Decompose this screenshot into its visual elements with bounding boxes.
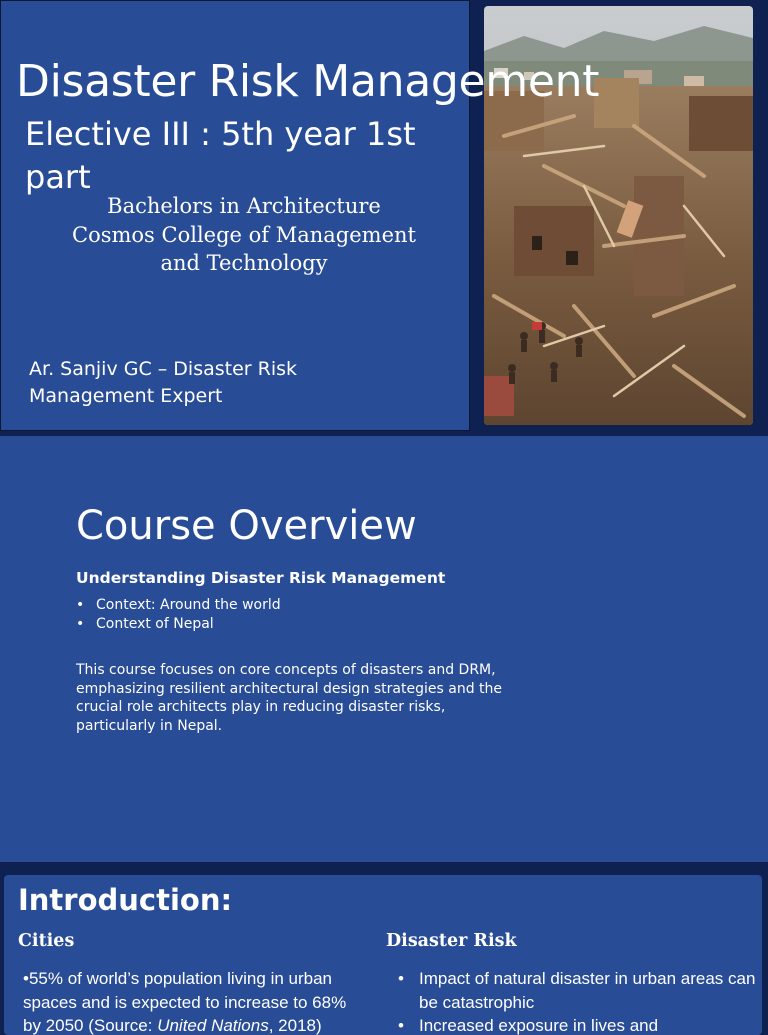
bullet-item: • Increased exposure in lives and [386, 1014, 756, 1035]
institution-line-3: and Technology [160, 251, 328, 275]
author-name: Ar. Sanjiv GC – Disaster Risk Management Expert [29, 358, 298, 407]
institution-block [21, 192, 467, 278]
disaster-risk-heading: Disaster Risk [386, 931, 517, 951]
introduction-slide [4, 875, 762, 1035]
institution-line-2: Cosmos College of Management [72, 222, 416, 247]
bullet-item: • Context of Nepal [76, 615, 281, 634]
course-overview-title: Course Overview [76, 503, 417, 549]
source-name: United Nations [157, 1016, 269, 1035]
disaster-risk-text [386, 967, 756, 1035]
slide-title: Disaster Risk Management [16, 56, 600, 107]
cities-heading: Cities [18, 931, 75, 951]
bullet-item: • Impact of natural disaster in urban areas can be catastrophic [386, 967, 756, 1014]
institution-line-1: Bachelors in Architecture [107, 194, 381, 218]
cities-text-part-1: •55% of world’s population living in urban spaces and is expected to increase to 68% by 2050 (Source: [23, 969, 347, 1035]
overview-paragraph: This course focuses on core concepts of disasters and DRM, emphasizing resilient architectural design strategies and the crucial role architects play in reducing disaster risks, particularly in Nepal. [76, 662, 503, 735]
course-overview-slide [0, 436, 768, 862]
cities-text-part-2: , 2018) [268, 1016, 322, 1035]
overview-lead: Understanding Disaster Risk Management [76, 569, 446, 587]
bullet-item: • Context: Around the world [76, 596, 281, 615]
cities-text [23, 967, 363, 1035]
introduction-title: Introduction: [18, 883, 233, 917]
slide-subtitle: Elective III : 5th year 1st part [25, 115, 416, 196]
overview-bullets [76, 596, 281, 633]
